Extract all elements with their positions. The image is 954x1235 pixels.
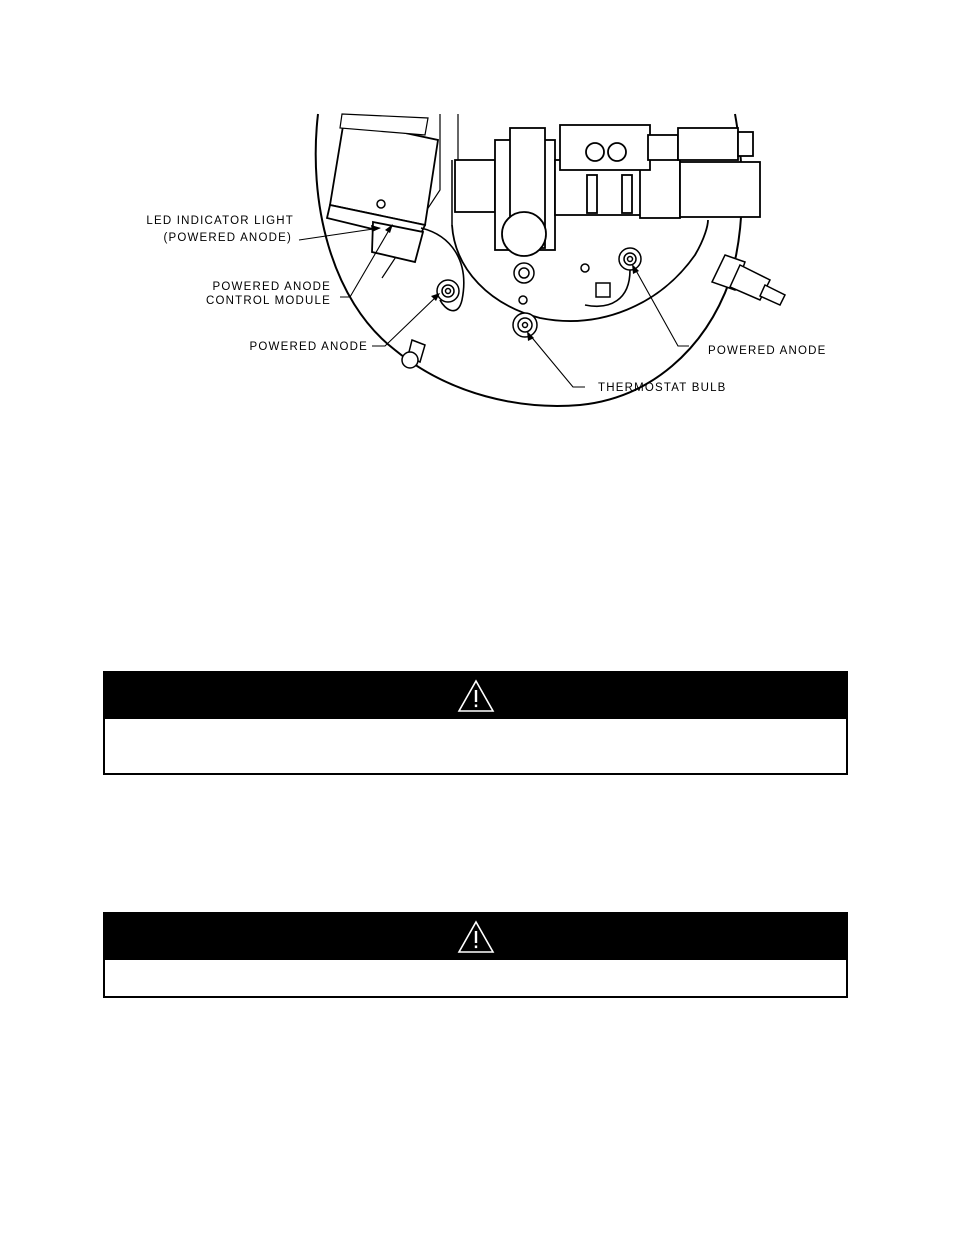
warning-triangle-icon [456, 919, 496, 955]
water-heater-top-diagram [0, 0, 954, 420]
warning-triangle-icon [456, 678, 496, 714]
warning-text [105, 960, 846, 972]
label-thermostat-bulb: THERMOSTAT BULB [598, 382, 727, 394]
label-led-indicator-1: LED INDICATOR LIGHT [146, 215, 294, 227]
powered-anode-right [619, 248, 641, 270]
warning-header [105, 914, 846, 960]
drain-valve [402, 340, 425, 368]
powered-anode-left [437, 280, 459, 302]
blower-assembly [455, 125, 760, 256]
label-powered-anode-left: POWERED ANODE [249, 341, 368, 353]
warning-body [105, 960, 846, 972]
warning-text [105, 719, 846, 731]
led-indicator-icon [377, 200, 385, 208]
warning-box [103, 912, 848, 998]
warning-box [103, 671, 848, 775]
thermostat-bulb [513, 313, 537, 337]
powered-anode-control-module [327, 114, 438, 262]
label-control-module-2: CONTROL MODULE [206, 295, 331, 307]
label-control-module-1: POWERED ANODE [212, 281, 331, 293]
flange-outline [452, 220, 708, 321]
label-led-indicator-2: (POWERED ANODE) [163, 232, 292, 244]
warning-header [105, 673, 846, 719]
warning-body [105, 719, 846, 731]
label-powered-anode-right: POWERED ANODE [708, 345, 827, 357]
